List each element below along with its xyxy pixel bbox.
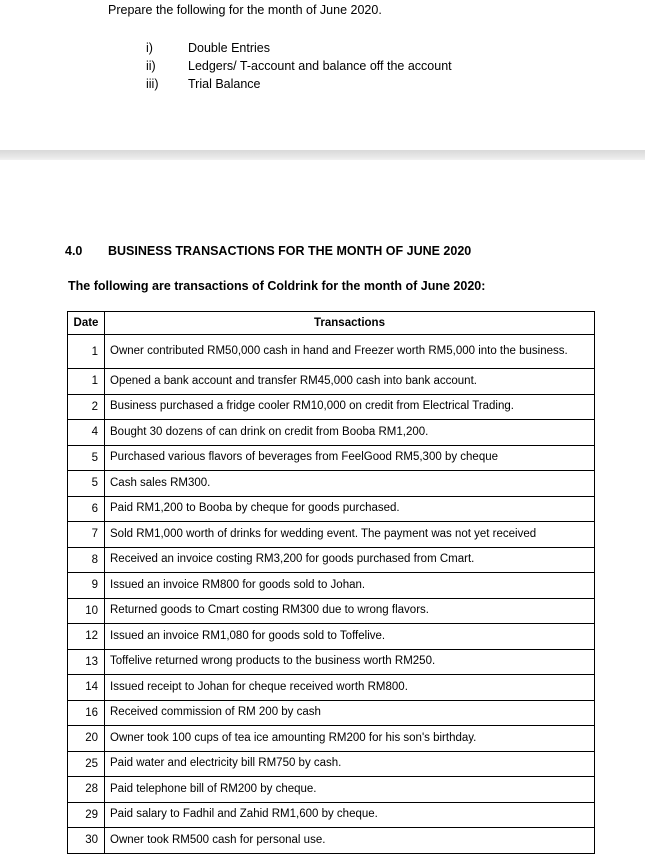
page-divider xyxy=(0,150,645,160)
date-header: Date xyxy=(68,312,105,335)
transaction-cell: Paid telephone bill of RM200 by cheque. xyxy=(105,777,595,803)
table-row xyxy=(68,624,595,650)
transaction-cell: Issued receipt to Johan for cheque received worth RM800. xyxy=(105,675,595,701)
table-row xyxy=(68,675,595,701)
date-cell: 16 xyxy=(68,700,105,726)
transactions-header: Transactions xyxy=(105,312,595,335)
transaction-cell: Toffelive returned wrong products to the business worth RM250. xyxy=(105,649,595,675)
table-header-row xyxy=(68,312,595,335)
transaction-cell: Opened a bank account and transfer RM45,000 cash into bank account. xyxy=(105,369,595,395)
date-cell: 1 xyxy=(68,369,105,395)
table-row xyxy=(68,777,595,803)
transaction-cell: Business purchased a fridge cooler RM10,000 on credit from Electrical Trading. xyxy=(105,394,595,420)
transaction-cell: Owner took 100 cups of tea ice amounting RM200 for his son's birthday. xyxy=(105,726,595,752)
section-heading xyxy=(65,244,471,258)
date-cell: 6 xyxy=(68,496,105,522)
date-cell: 12 xyxy=(68,624,105,650)
date-cell: 13 xyxy=(68,649,105,675)
date-cell: 4 xyxy=(68,420,105,446)
table-row xyxy=(68,394,595,420)
task-number: ii) xyxy=(146,59,156,73)
transaction-cell: Owner took RM500 cash for personal use. xyxy=(105,828,595,854)
date-cell: 8 xyxy=(68,547,105,573)
table-row xyxy=(68,573,595,599)
task-list xyxy=(146,39,452,93)
date-cell: 20 xyxy=(68,726,105,752)
transaction-cell: Purchased various flavors of beverages from FeelGood RM5,300 by cheque xyxy=(105,445,595,471)
date-cell: 29 xyxy=(68,802,105,828)
table-row xyxy=(68,369,595,395)
table-row xyxy=(68,700,595,726)
task-number: i) xyxy=(146,41,153,55)
table-row xyxy=(68,471,595,497)
section-title: BUSINESS TRANSACTIONS FOR THE MONTH OF JUNE 2020 xyxy=(108,244,472,258)
transaction-cell: Bought 30 dozens of can drink on credit from Booba RM1,200. xyxy=(105,420,595,446)
table-row xyxy=(68,522,595,548)
transaction-cell: Issued an invoice RM800 for goods sold to Johan. xyxy=(105,573,595,599)
task-item xyxy=(146,75,452,93)
transaction-cell: Received commission of RM 200 by cash xyxy=(105,700,595,726)
transaction-cell: Paid RM1,200 to Booba by cheque for goods purchased. xyxy=(105,496,595,522)
table-row xyxy=(68,496,595,522)
date-cell: 9 xyxy=(68,573,105,599)
table-row xyxy=(68,335,595,369)
transaction-cell: Cash sales RM300. xyxy=(105,471,595,497)
table-row xyxy=(68,726,595,752)
table-row xyxy=(68,802,595,828)
date-cell: 1 xyxy=(68,335,105,369)
date-cell: 5 xyxy=(68,445,105,471)
table-row xyxy=(68,547,595,573)
table-row xyxy=(68,598,595,624)
date-cell: 7 xyxy=(68,522,105,548)
transaction-cell: Received an invoice costing RM3,200 for goods purchased from Cmart. xyxy=(105,547,595,573)
date-cell: 28 xyxy=(68,777,105,803)
task-text: Double Entries xyxy=(188,41,270,55)
table-row xyxy=(68,445,595,471)
transaction-cell: Paid water and electricity bill RM750 by cash. xyxy=(105,751,595,777)
transaction-cell: Issued an invoice RM1,080 for goods sold to Toffelive. xyxy=(105,624,595,650)
table-row xyxy=(68,420,595,446)
table-row xyxy=(68,751,595,777)
task-item xyxy=(146,39,452,57)
transaction-cell: Returned goods to Cmart costing RM300 due to wrong flavors. xyxy=(105,598,595,624)
date-cell: 14 xyxy=(68,675,105,701)
task-item xyxy=(146,57,452,75)
transaction-cell: Sold RM1,000 worth of drinks for wedding event. The payment was not yet received xyxy=(105,522,595,548)
lead-text: The following are transactions of Coldrink for the month of June 2020: xyxy=(68,279,486,293)
transactions-table xyxy=(67,311,595,854)
table-row xyxy=(68,649,595,675)
date-cell: 25 xyxy=(68,751,105,777)
task-text: Trial Balance xyxy=(188,77,261,91)
table-row xyxy=(68,828,595,854)
transaction-cell: Owner contributed RM50,000 cash in hand and Freezer worth RM5,000 into the business. xyxy=(105,335,595,369)
table-body xyxy=(68,335,595,854)
intro-text: Prepare the following for the month of June 2020. xyxy=(108,3,382,17)
task-text: Ledgers/ T-account and balance off the account xyxy=(188,59,452,73)
date-cell: 2 xyxy=(68,394,105,420)
task-number: iii) xyxy=(146,77,159,91)
date-cell: 10 xyxy=(68,598,105,624)
section-number: 4.0 xyxy=(65,244,83,258)
transaction-cell: Paid salary to Fadhil and Zahid RM1,600 by cheque. xyxy=(105,802,595,828)
date-cell: 5 xyxy=(68,471,105,497)
date-cell: 30 xyxy=(68,828,105,854)
